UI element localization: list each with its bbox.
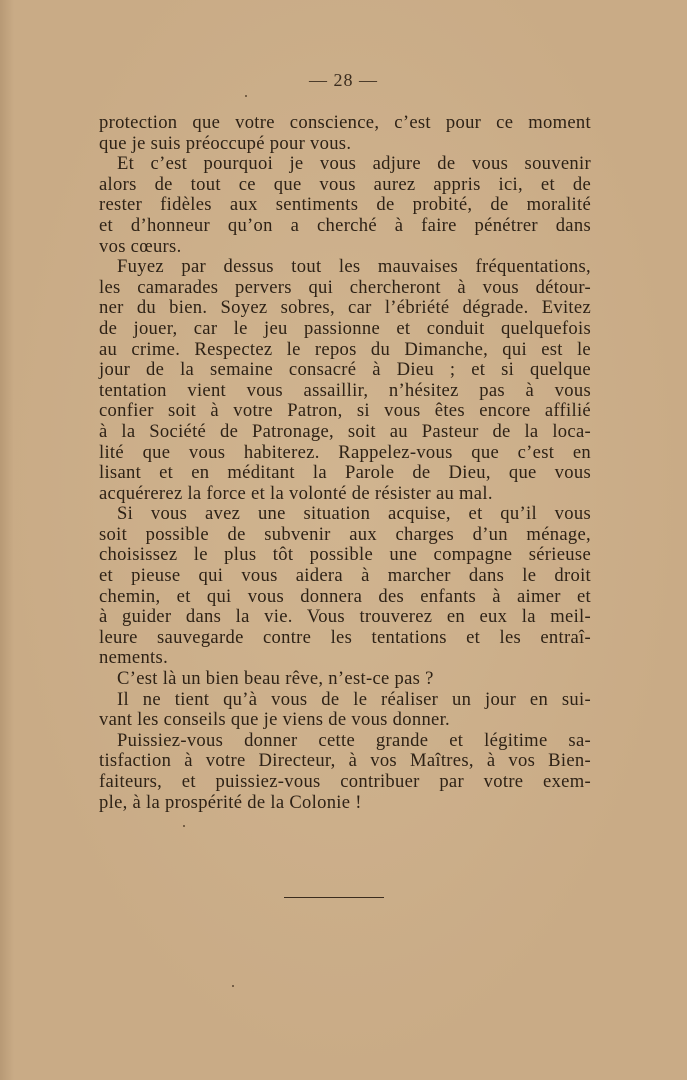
text-line: jour de la semaine consacré à Dieu ; et si quelque [99, 359, 591, 381]
text-line: tentation vient vous assaillir, n’hésitez pas à vous [99, 379, 591, 401]
text-line: et d’honneur qu’on a cherché à faire pénétrer dans [99, 214, 591, 236]
text-line: choisissez le plus tôt possible une compagne sérieuse [99, 544, 591, 566]
text-line: Puissiez-vous donner cette grande et légitime sa- [117, 729, 591, 751]
text-line: chemin, et qui vous donnera des enfants à aimer et [99, 585, 591, 607]
text-line: ple, à la prospérité de la Colonie ! [99, 791, 362, 813]
text-line: Il ne tient qu’à vous de le réaliser un jour en sui- [117, 688, 591, 710]
text-line: à la Société de Patronage, soit au Pasteur de la loca- [99, 420, 591, 442]
page-number: — 28 — [309, 70, 378, 90]
paper-speck [245, 95, 247, 97]
text-line: que je suis préoccupé pour vous. [99, 132, 352, 154]
paper-speck [232, 985, 234, 987]
text-line: lisant et en méditant la Parole de Dieu, que vous [99, 462, 591, 484]
text-line: vant les conseils que je viens de vous donner. [99, 709, 451, 731]
body-text [99, 113, 591, 813]
text-line: faiteurs, et puissiez-vous contribuer par votre exem- [99, 771, 591, 792]
text-line: les camarades pervers qui chercheront à vous détour- [99, 276, 591, 298]
text-line: protection que votre conscience, c’est pour ce moment [99, 112, 591, 133]
text-line: et pieuse qui vous aidera à marcher dans le droit [99, 565, 591, 587]
text-line: confier soit à votre Patron, si vous êtes encore affilié [99, 400, 591, 422]
text-line: Si vous avez une situation acquise, et qu’il vous [117, 503, 591, 525]
text-line: Et c’est pourquoi je vous adjure de vous souvenir [117, 153, 591, 175]
text-line: ner du bien. Soyez sobres, car l’ébriété dégrade. Evitez [99, 297, 591, 319]
text-line: de jouer, car le jeu passionne et conduit quelquefois [99, 317, 591, 339]
text-line: alors de tout ce que vous aurez appris ici, et de [99, 173, 591, 195]
text-line: C’est là un bien beau rêve, n’est-ce pas ? [117, 668, 434, 690]
text-line: leure sauvegarde contre les tentations et les entraî- [99, 626, 591, 648]
paper-speck [183, 825, 185, 827]
text-line: nements. [99, 647, 169, 669]
text-line: soit possible de subvenir aux charges d’un ménage, [99, 523, 591, 545]
text-line: lité que vous habiterez. Rappelez-vous que c’est en [99, 441, 591, 463]
text-line: à guider dans la vie. Vous trouverez en eux la meil- [99, 606, 591, 628]
text-line: acquérerez la force et la volonté de résister au mal. [99, 482, 493, 504]
text-line: tisfaction à votre Directeur, à vos Maîtres, à vos Bien- [99, 750, 591, 772]
text-line: vos cœurs. [99, 235, 182, 257]
text-line: au crime. Respectez le repos du Dimanche, qui est le [99, 338, 591, 360]
text-line: rester fidèles aux sentiments de probité, de moralité [99, 194, 591, 216]
text-line: Fuyez par dessus tout les mauvaises fréquentations, [117, 256, 591, 278]
section-end-rule [284, 897, 384, 898]
